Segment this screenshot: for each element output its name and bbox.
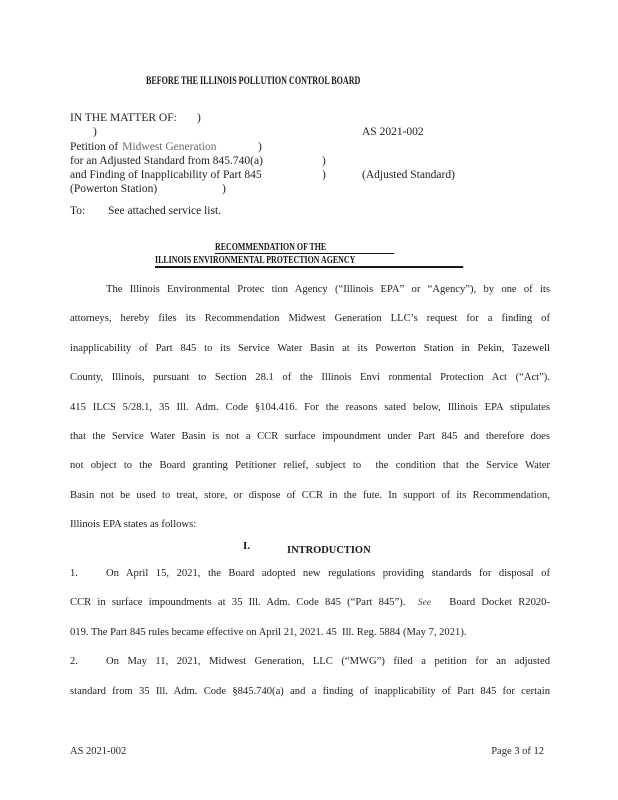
station-line: (Powerton Station) [70,183,158,195]
petition-line [70,141,216,154]
caption-paren: ) [222,183,226,195]
body-line: not object to the Board granting Petitioner relief, subject to the condition that the Service Water [70,460,550,472]
inapplicability-line: and Finding of Inapplicability of Part 845 [70,169,262,181]
see-citation: See [417,597,432,609]
case-type-label: (Adjusted Standard) [362,169,455,181]
paragraph-text: CCR in surface impoundments at 35 Ill. Adm. Code 845 (“Part 845”). [70,597,412,609]
paragraph-number: 1. [70,568,78,579]
body-line: 415 ILCS 5/28.1, 35 Ill. Adm. Code §104.416. For the reasons sated below, Illinois EPA stipulates [70,401,550,413]
body-line: The Illinois Environmental Protec tion Agency (“Illinois EPA” or “Agency”), by one of its [106,284,550,295]
caption-paren: ) [322,155,326,167]
body-line: attorneys, hereby files its Recommendation Midwest Generation LLC’s request for a finding of [70,313,550,325]
body-line: standard from 35 Ill. Adm. Code §845.740(a) and a finding of inapplicability of Part 845 for certain [70,685,550,697]
body-line: Illinois EPA states as follows: [70,519,197,531]
adjusted-standard-line: for an Adjusted Standard from 845.740(a) [70,155,263,167]
body-line: 019. The Part 845 rules became effective on April 21, 2021. 45 Ill. Reg. 5884 (May 7, 2021). [70,626,467,638]
service-list-text: See attached service list. [108,205,222,217]
footer-page-number: Page 3 of 12 [491,746,544,757]
body-line [70,647,550,676]
to-label: To: [70,205,86,217]
caption-paren: ) [197,112,201,124]
matter-label: IN THE MATTER OF: [70,112,177,124]
section-title: INTRODUCTION [287,544,371,556]
body-line: inapplicability of Part 845 to its Service Water Basin at its Powerton Station in Pekin, Tazewell [70,342,550,354]
numbered-paragraphs [70,559,550,706]
footer-docket: AS 2021-002 [70,746,127,757]
petition-prefix: Petition of [70,141,119,153]
paragraph-text: Board Docket R2020- [443,597,550,609]
body-line [70,588,550,617]
body-line: that the Service Water Basin is not a CCR surface impoundment under Part 845 and therefore does [70,430,550,442]
docket-number: AS 2021-002 [362,126,424,138]
petition-party: Midwest Generation [122,141,217,153]
court-title: BEFORE THE ILLINOIS POLLUTION CONTROL BOARD [146,75,361,87]
body-line: Basin not be used to treat, store, or dispose of CCR in the fute. In support of its Recommendation, [70,489,550,501]
caption-paren: ) [258,141,262,153]
recommendation-heading-line2: ILLINOIS ENVIRONMENTAL PROTECTION AGENCY [155,254,463,268]
recommendation-heading-line1: RECOMMENDATION OF THE [215,241,395,254]
paragraph-text: On April 15, 2021, the Board adopted new regulations providing standards for disposal of [106,568,550,579]
caption-paren: ) [93,126,97,138]
body-line [70,559,550,588]
opening-paragraph [70,275,550,540]
court-title-row [146,71,452,89]
paragraph-text: On May 11, 2021, Midwest Generation, LLC (“MWG”) filed a petition for an adjusted [106,656,550,668]
body-line: County, Illinois, pursuant to Section 28.1 of the Illinois Envi ronmental Protection Act (“Act”). [70,372,550,384]
section-numeral: I. [243,540,251,552]
caption-paren: ) [322,169,326,181]
paragraph-number: 2. [70,656,78,668]
